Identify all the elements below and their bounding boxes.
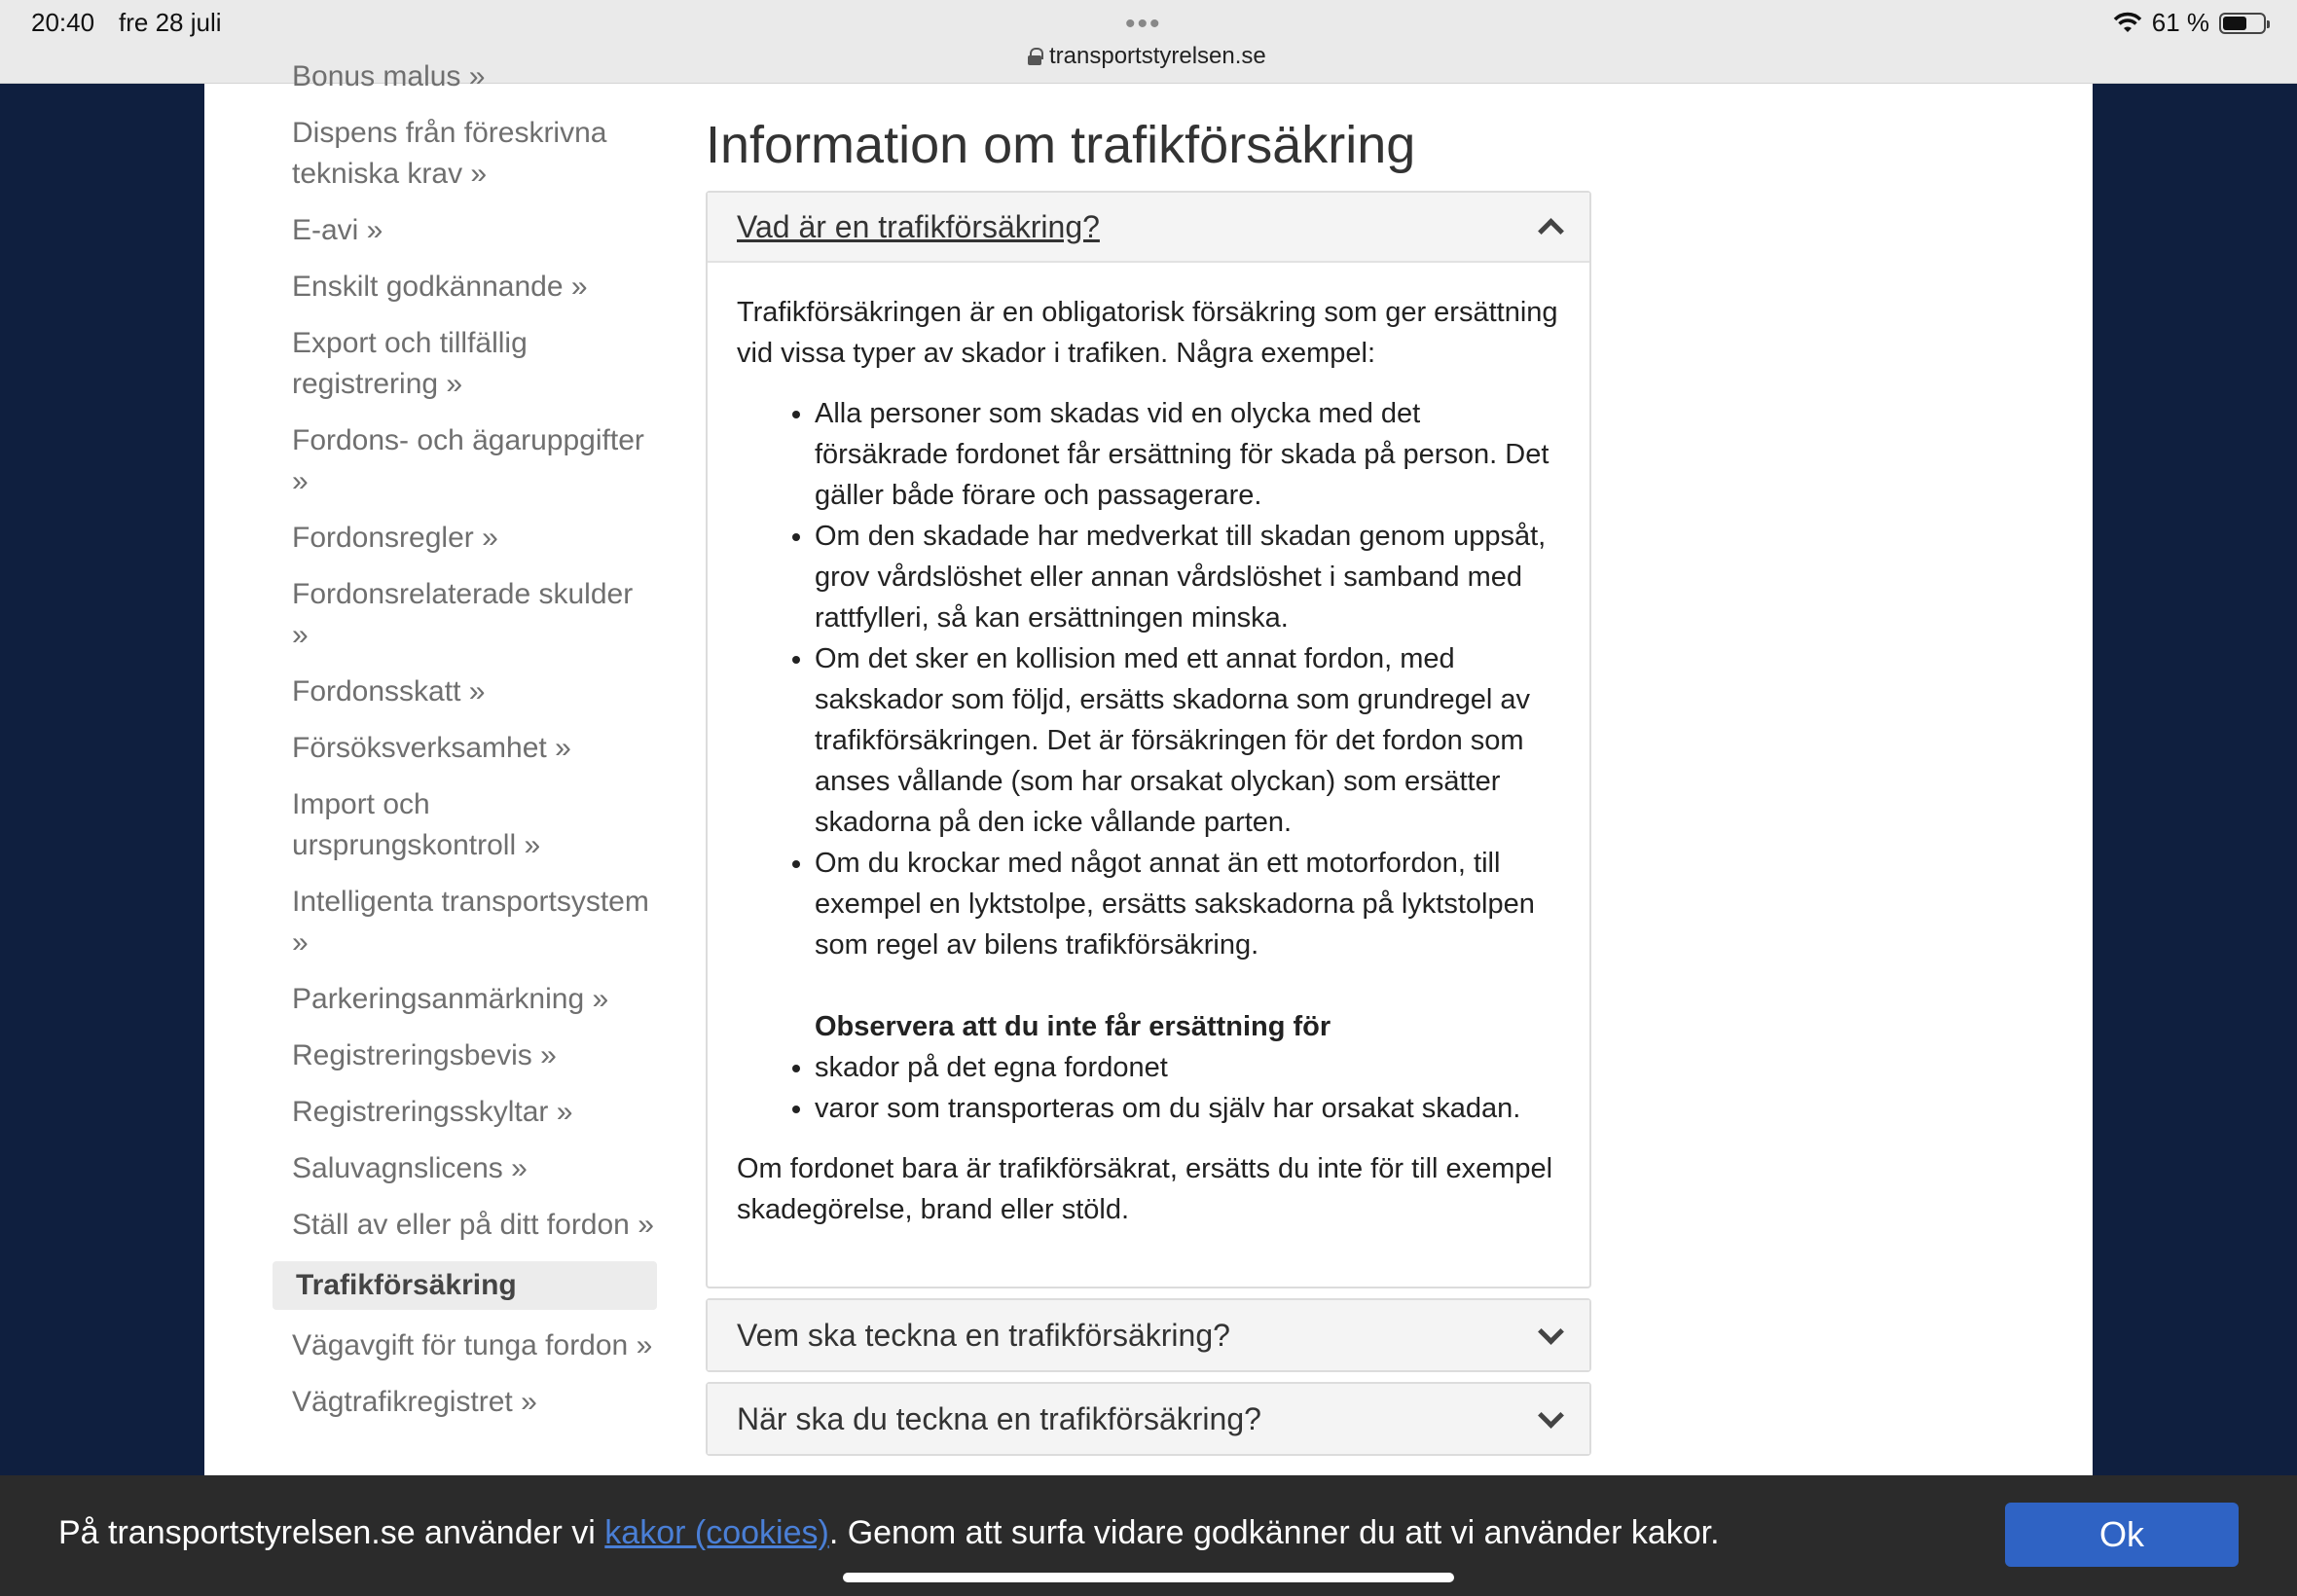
accordion-question[interactable]: Vem ska teckna en trafikförsäkring? (737, 1317, 1230, 1353)
accordion-open (706, 191, 1591, 1288)
battery-level (2223, 17, 2246, 30)
lock-icon (1028, 48, 1041, 65)
sidebar-item[interactable]: Bonus malus » (292, 60, 486, 92)
example-list (737, 393, 1560, 965)
accordion-closed-who (706, 1298, 1591, 1372)
sidebar-item[interactable]: Parkeringsanmärkning » (292, 983, 609, 1015)
list-item: • Om du krockar med något annat än ett motorfordon, till exempel en lyktstolpe, ersätts sakskadorna på lyktstolpen som regel av bilens trafikförsäkring. (815, 843, 1560, 965)
sidebar-item[interactable]: Export och tillfällig registrering » (292, 327, 528, 400)
page-title: Information om trafikförsäkring (706, 116, 1416, 174)
sidebar-item[interactable]: Försöksverksamhet » (292, 732, 571, 764)
intro-text: Trafikförsäkringen är en obligatorisk försäkring som ger ersättning vid vissa typer av skador i trafiken. Några exempel: (737, 297, 1558, 369)
list-item: • Alla personer som skadas vid en olycka med det försäkrade fordonet får ersättning för skada på person. Det gäller både förare och passagerare. (815, 393, 1560, 516)
accordion-header-who[interactable] (708, 1300, 1589, 1370)
sidebar-nav (273, 56, 657, 1438)
main-content (706, 84, 1591, 1456)
list-item: • varor som transporteras om du själv har orsakat skadan. (815, 1088, 1560, 1129)
multitask-dots-icon[interactable]: ••• (1125, 8, 1162, 40)
accordion-body (708, 263, 1589, 1287)
status-date: fre 28 juli (119, 8, 222, 37)
cookie-text (58, 1514, 1720, 1552)
chevron-up-icon[interactable] (1539, 216, 1560, 237)
accordion-closed-when (706, 1382, 1591, 1456)
list-item: • Om den skadade har medverkat till skadan genom uppsåt, grov vårdslöshet eller annan vårdslöshet i samband med rattfylleri, så kan ersättningen minska. (815, 516, 1560, 638)
sidebar-item[interactable]: Ställ av eller på ditt fordon » (292, 1209, 654, 1241)
sidebar-item[interactable]: Fordonsrelaterade skulder » (292, 578, 634, 651)
home-indicator[interactable] (843, 1573, 1454, 1582)
sidebar-item[interactable]: Enskilt godkännande » (292, 271, 588, 303)
sidebar-item[interactable]: E-avi » (292, 214, 383, 246)
sidebar-item[interactable]: Fordonsskatt » (292, 675, 486, 707)
cookie-policy-link[interactable]: kakor (cookies) (604, 1514, 829, 1551)
sidebar-item[interactable]: Fordons- och ägaruppgifter » (292, 424, 644, 497)
sidebar-item[interactable]: Fordonsregler » (292, 522, 498, 554)
sidebar-item[interactable]: Registreringsskyltar » (292, 1096, 573, 1128)
accordion-header-what-is[interactable] (708, 193, 1589, 263)
sidebar-item[interactable]: Vägtrafikregistret » (292, 1386, 537, 1418)
note-title: Observera att du inte får ersättning för (815, 1011, 1331, 1042)
accordion-header-when[interactable] (708, 1384, 1589, 1454)
cookie-text-before: På transportstyrelsen.se använder vi (58, 1514, 605, 1551)
sidebar-item[interactable]: Saluvagnslicens » (292, 1152, 528, 1184)
web-page (204, 60, 2093, 1475)
sidebar-item[interactable]: Registreringsbevis » (292, 1039, 557, 1071)
cookie-ok-button[interactable]: Ok (2005, 1503, 2239, 1567)
url-text: transportstyrelsen.se (1049, 43, 1266, 69)
sidebar-item[interactable]: Intelligenta transportsystem » (292, 886, 649, 959)
chevron-down-icon[interactable] (1539, 1408, 1560, 1430)
address-bar[interactable] (1028, 41, 1266, 72)
accordion-question[interactable]: När ska du teckna en trafikförsäkring? (737, 1400, 1261, 1436)
sidebar-item[interactable]: Trafikförsäkring (273, 1261, 657, 1310)
status-indicators (2113, 8, 2266, 38)
chevron-down-icon[interactable] (1539, 1324, 1560, 1346)
battery-percent: 61 % (2151, 8, 2209, 37)
sidebar-item[interactable]: Vägavgift för tunga fordon » (292, 1329, 653, 1361)
list-item: • skador på det egna fordonet (815, 1047, 1560, 1088)
status-time: 20:40 (31, 8, 95, 37)
note-list (737, 1047, 1560, 1129)
outro-text: Om fordonet bara är trafikförsäkrat, ersätts du inte för till exempel skadegörelse, brand eller stöld. (737, 1153, 1553, 1225)
cookie-text-after: . Genom att surfa vidare godkänner du att vi använder kakor. (828, 1514, 1720, 1551)
wifi-icon (2113, 13, 2142, 34)
battery-icon (2219, 13, 2266, 34)
sidebar-item[interactable]: Import och ursprungskontroll » (292, 788, 541, 861)
accordion-question[interactable]: Vad är en trafikförsäkring? (737, 208, 1100, 244)
sidebar-item[interactable]: Dispens från föreskrivna tekniska krav » (292, 117, 607, 190)
list-item: • Om det sker en kollision med ett annat fordon, med sakskador som följd, ersätts skadorna som grundregel av trafikförsäkringen. Det är försäkringen för det fordon som anses vållande (som har orsakat olyckan) som ersätter skadorna på den icke vållande parten. (815, 638, 1560, 843)
